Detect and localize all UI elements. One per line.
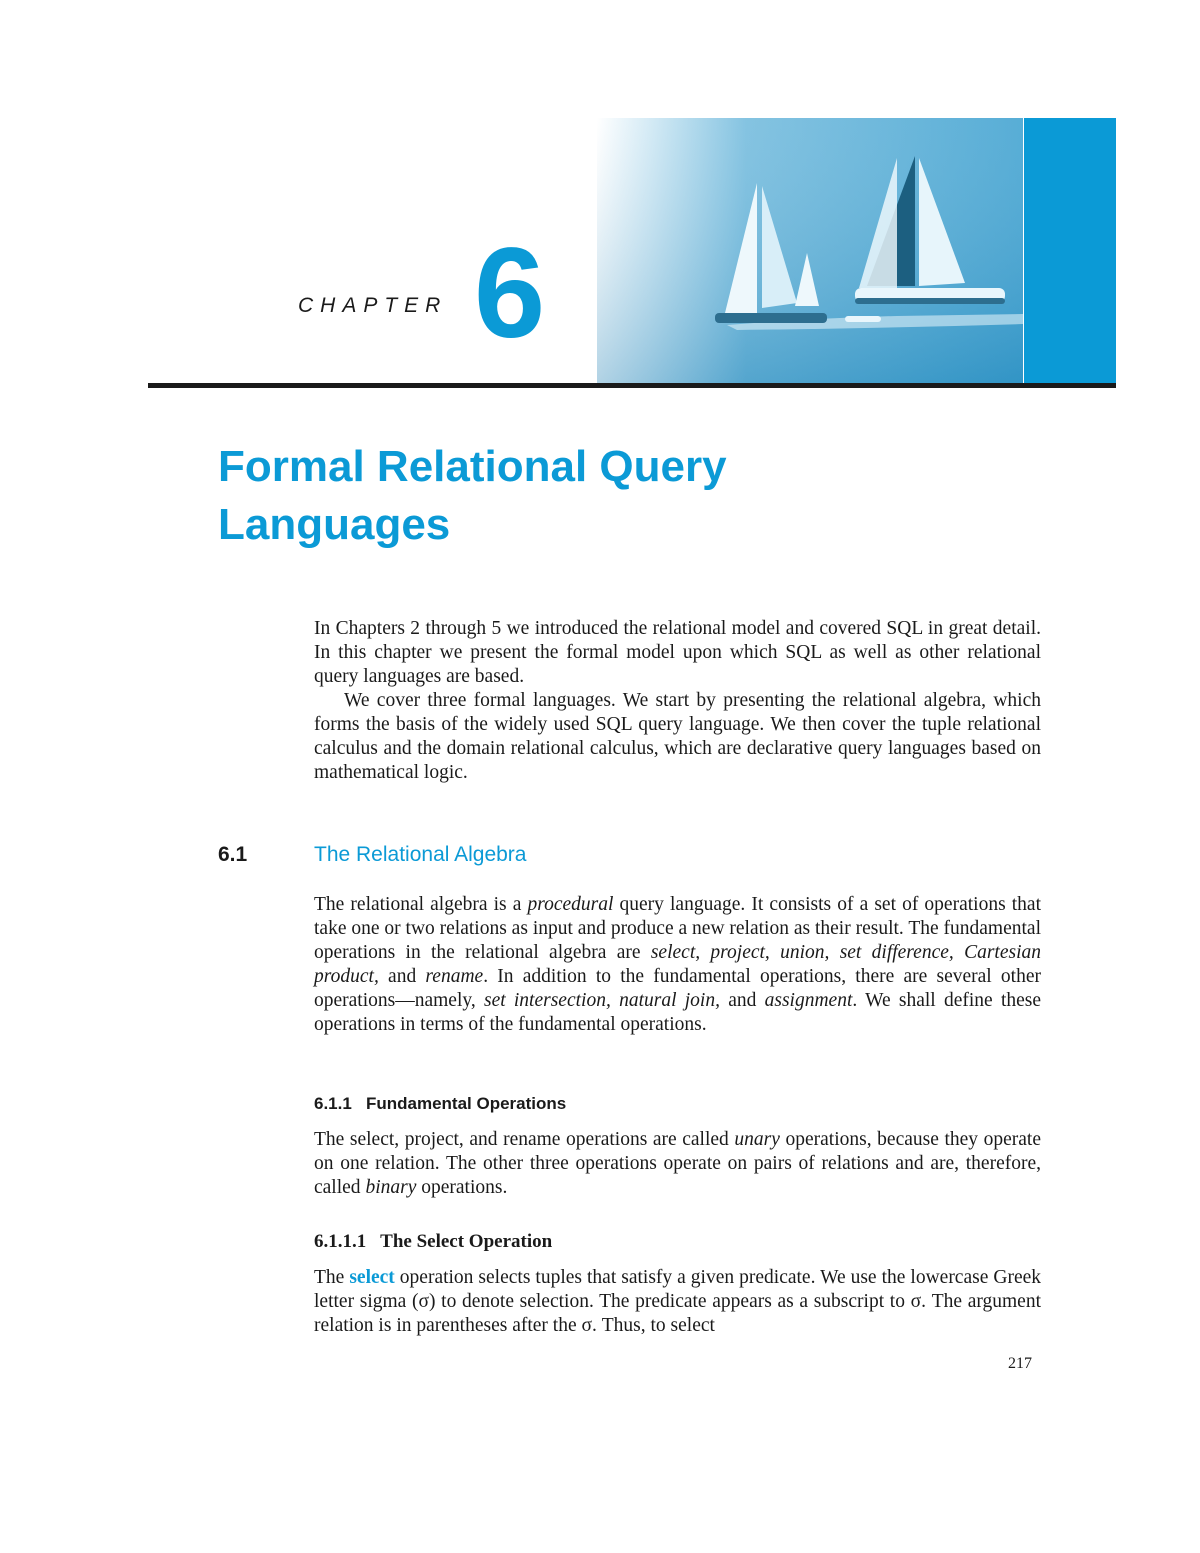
chapter-title-line-2: Languages (218, 500, 451, 549)
italic-term: unary (734, 1129, 780, 1150)
text-run: operation selects tuples that satisfy a given predicate. We use the lowercase Greek letter sigma (σ) to denote selection. The predicate appears as a subscript to σ. The argument relation is in parentheses after the σ. Thus, to select (314, 1267, 1041, 1336)
intro-paragraph-2: We cover three formal languages. We start by presenting the relational algebra, which forms the basis of the widely used SQL query language. We then cover the tuple relational calculus and the domain relational calculus, which are declarative query languages based on mathematical logic. (314, 690, 1041, 783)
page-number: 217 (1008, 1355, 1032, 1372)
italic-term: set intersection, natural join, (483, 990, 720, 1011)
section-paragraph (314, 893, 1041, 1037)
subsubsection-title: 6.1.1.1 The Select Operation (314, 1231, 553, 1252)
text-run: and (378, 966, 426, 987)
chapter-number: 6 (474, 222, 546, 365)
text-run: The select, project, and rename operations are called (314, 1129, 735, 1150)
italic-term: rename (425, 966, 484, 987)
text-run: The (314, 1267, 350, 1288)
chapter-label: CHAPTER (298, 294, 448, 317)
subsection-title: 6.1.1 Fundamental Operations (314, 1094, 567, 1113)
chapter-title-line-1: Formal Relational Query (218, 442, 727, 491)
text-run: . We shall define these operations in terms of the fundamental operations. (314, 990, 1042, 1035)
subsection-paragraph (314, 1128, 1041, 1200)
italic-term: select, project, union, set difference, Cartesian product, (314, 942, 1041, 987)
intro-paragraph-1: In Chapters 2 through 5 we introduced the relational model and covered SQL in great detail. In this chapter we present the formal model upon which SQL as well as other relational query languages are based. (314, 618, 1041, 687)
text-run: operations. (416, 1177, 508, 1198)
subsubsection-paragraph (314, 1266, 1041, 1338)
chapter-title (218, 438, 1038, 554)
italic-term: assignment (764, 990, 853, 1011)
section-title: The Relational Algebra (314, 843, 527, 866)
text-run: operations, because they operate on one relation. The other three operations operate on pairs of relations and are, therefore, called (314, 1129, 1041, 1198)
header-rule (148, 383, 1116, 388)
italic-term: procedural (527, 894, 614, 915)
keyword-select: select (349, 1267, 395, 1288)
text-run: The relational algebra is a (314, 894, 528, 915)
text-run: . In addition to the fundamental operations, there are several other operations—namely, (314, 966, 1042, 1011)
text-run: query language. It consists of a set of operations that take one or two relations as input and produce a new relation as their result. The fundamental operations in the relational algebra are (314, 894, 1041, 963)
text-run: and (719, 990, 765, 1011)
sailboats-photo (597, 118, 1023, 385)
chapter-color-tab (1024, 118, 1116, 385)
italic-term: binary (365, 1177, 417, 1198)
section-number: 6.1 (218, 843, 248, 866)
